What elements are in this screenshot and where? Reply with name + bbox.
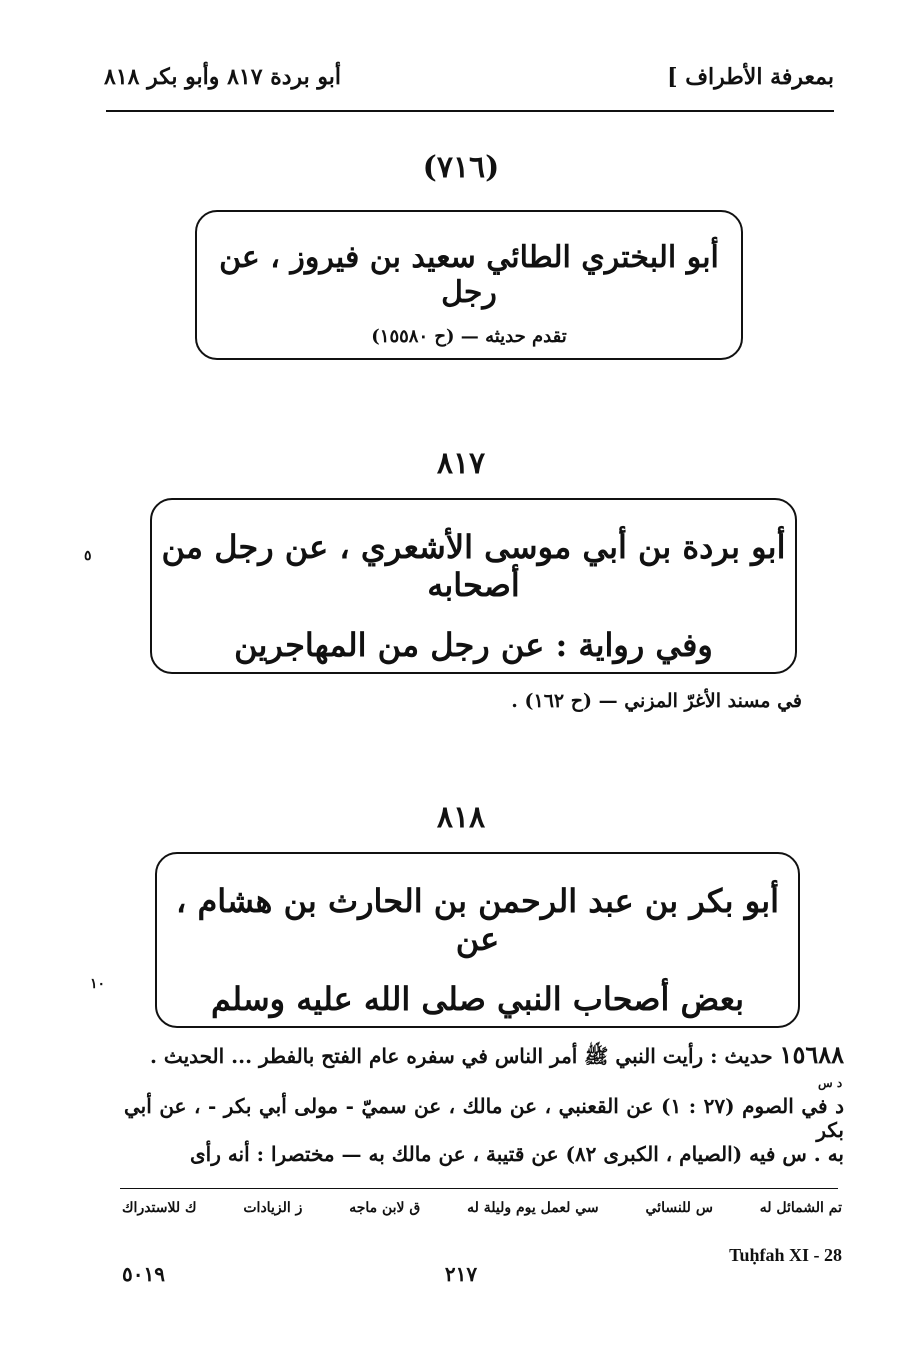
sigla-key-item: سي لعمل يوم وليلة له [467, 1200, 599, 1216]
sigla-key-item: ق لابن ماجه [349, 1200, 421, 1216]
entry-716-title: أبو البختري الطائي سعيد بن فيروز ، عن رجل [219, 240, 719, 310]
margin-line-number-5: ٥ [84, 548, 92, 564]
entry-817-note: في مسند الأغرّ المزني — (ح ١٦٢) . [511, 690, 802, 712]
hadith-line-3: به . س فيه (الصيام ، الكبرى ٨٢) عن قتيبة ، عن مالك به — مختصرا : أنه رأى [189, 1142, 844, 1166]
sigla-key-item: س للنسائي [645, 1200, 713, 1216]
entry-number-716: (٧١٦) [422, 150, 500, 185]
entry-818-subtitle: بعض أصحاب النبي صلى الله عليه وسلم [210, 980, 745, 1018]
print-code: ٥٠١٩ [122, 1262, 165, 1286]
entry-box-817 [150, 498, 797, 674]
sigla-key-item: ك للاستدراك [122, 1200, 197, 1216]
entry-818-title: أبو بكر بن عبد الرحمن بن الحارث بن هشام ، عن [175, 882, 780, 958]
margin-line-number-10: ١٠ [90, 976, 106, 992]
header-divider [106, 110, 834, 112]
footer-divider [120, 1188, 838, 1189]
entry-number-817: ٨١٧ [436, 446, 486, 481]
sigla-key [122, 1200, 842, 1216]
hadith-line-2: د في الصوم (٢٧ : ١) عن القعنبي ، عن مالك ، عن سميّ - مولى أبي بكر - ، عن أبي بكر [124, 1094, 844, 1142]
sigla-key-item: تم الشمائل له [759, 1200, 842, 1216]
entry-number-818: ٨١٨ [436, 800, 486, 835]
entry-817-title: أبو بردة بن أبي موسى الأشعري ، عن رجل من أصحابه [161, 528, 786, 604]
hadith-sigla: د س [818, 1076, 843, 1090]
volume-reference: Tuḥfah XI - 28 [729, 1245, 842, 1265]
running-header-left: أبو بردة ٨١٧ وأبو بكر ٨١٨ [104, 64, 342, 90]
hadith-number: ١٥٦٨٨ [779, 1040, 844, 1069]
hadith-text-1: حديث : رأيت النبي ﷺ أمر الناس في سفره عام الفتح بالفطر ... الحديث . [150, 1044, 773, 1068]
entry-716-subtitle: تقدم حديثه — (ح ١٥٥٨٠) [371, 326, 567, 347]
running-header-right: بمعرفة الأطراف ] [667, 64, 834, 90]
hadith-line-1 [124, 1040, 844, 1073]
entry-box-818 [155, 852, 800, 1028]
entry-817-subtitle: وفي رواية : عن رجل من المهاجرين [234, 626, 713, 664]
entry-box-716 [195, 210, 743, 360]
page-number: ٢١٧ [444, 1262, 478, 1286]
sigla-key-item: ز الزيادات [243, 1200, 303, 1216]
